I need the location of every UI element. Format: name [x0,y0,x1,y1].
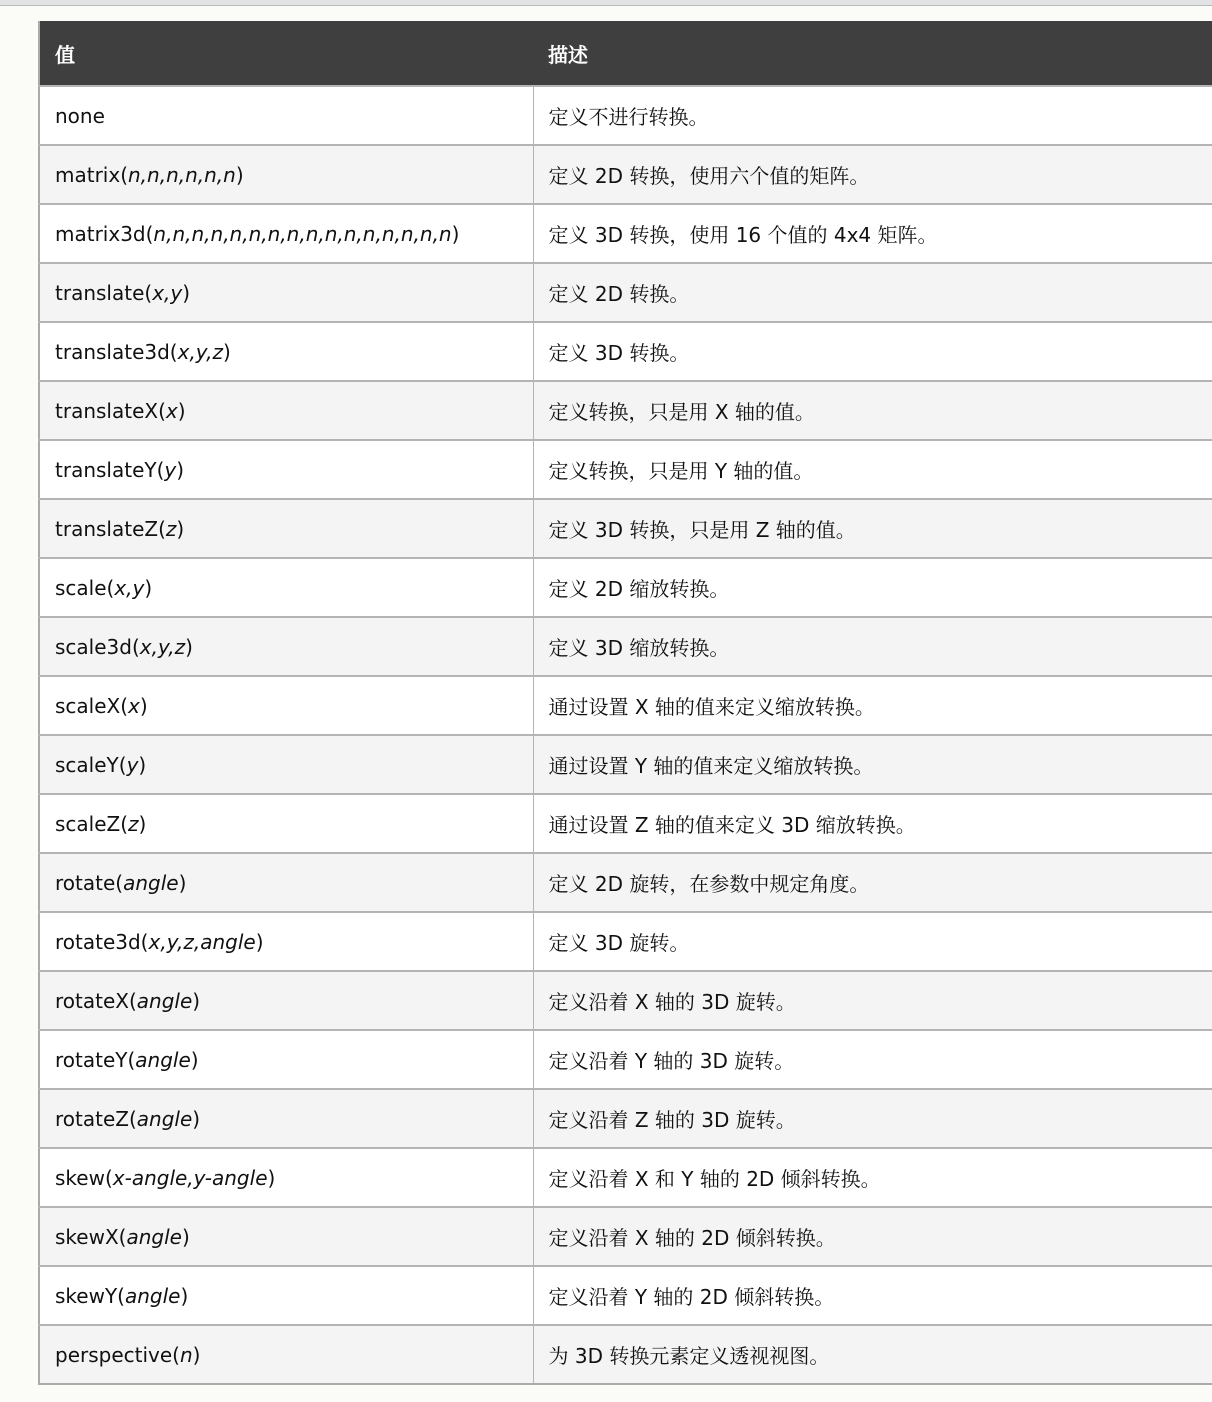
table-row [39,145,1212,204]
function-name: matrix( [55,162,128,187]
value-cell [39,1207,533,1266]
value-cell [39,1325,533,1384]
function-close: ) [182,280,191,305]
description-cell: 通过设置 Y 轴的值来定义缩放转换。 [533,735,1212,794]
value-cell [39,145,533,204]
function-close: ) [176,457,185,482]
function-name: matrix3d( [55,221,154,246]
description-cell: 定义转换，只是用 Y 轴的值。 [533,440,1212,499]
function-close: ) [192,1106,201,1131]
function-name: translateX( [55,398,166,423]
description-cell: 定义 2D 旋转，在参数中规定角度。 [533,853,1212,912]
function-close: ) [192,1342,201,1367]
function-close: ) [192,988,201,1013]
description-cell: 通过设置 X 轴的值来定义缩放转换。 [533,676,1212,735]
function-close: ) [177,398,186,423]
function-close: ) [144,575,153,600]
table-row [39,86,1212,145]
function-args: angle [135,1047,191,1072]
function-args: x,y,z [177,339,223,364]
table-row [39,1089,1212,1148]
value-cell [39,263,533,322]
table-row [39,322,1212,381]
description-cell: 定义沿着 Z 轴的 3D 旋转。 [533,1089,1212,1148]
description-cell: 定义 3D 转换，只是用 Z 轴的值。 [533,499,1212,558]
function-close: ) [180,1283,189,1308]
function-close: ) [255,929,264,954]
table-row [39,912,1212,971]
description-cell: 定义 3D 缩放转换。 [533,617,1212,676]
value-cell [39,735,533,794]
table-row [39,853,1212,912]
value-cell [39,912,533,971]
function-name: rotate( [55,870,124,895]
function-args: angle [124,1283,181,1308]
function-name: translate3d( [55,339,178,364]
value-cell [39,1089,533,1148]
function-args: n,n,n,n,n,n [128,162,236,187]
description-cell: 定义 2D 转换，使用六个值的矩阵。 [533,145,1212,204]
function-name: skewY( [55,1283,125,1308]
description-cell: 定义 3D 转换，使用 16 个值的 4x4 矩阵。 [533,204,1212,263]
table-header-row [39,21,1212,86]
function-args: angle [136,1106,193,1131]
description-cell: 定义 2D 转换。 [533,263,1212,322]
function-name: scaleZ( [55,811,129,836]
function-args: x,y,z,angle [148,929,256,954]
function-name: scaleX( [55,693,129,718]
value-cell [39,676,533,735]
description-cell: 定义 3D 转换。 [533,322,1212,381]
value-cell [39,381,533,440]
function-args: x,y [152,280,183,305]
function-name: scaleY( [55,752,127,777]
table-row [39,204,1212,263]
function-args: y [126,752,139,777]
function-args: x,y [114,575,145,600]
function-close: ) [138,752,147,777]
function-close: ) [178,870,187,895]
function-name: translate( [55,280,153,305]
value-cell [39,971,533,1030]
description-cell: 定义沿着 Y 轴的 2D 倾斜转换。 [533,1266,1212,1325]
function-name: scale( [55,575,115,600]
function-name: rotateY( [55,1047,136,1072]
function-name: rotateZ( [55,1106,137,1131]
table-row [39,263,1212,322]
value-cell [39,204,533,263]
function-close: ) [181,1224,190,1249]
description-cell: 定义 2D 缩放转换。 [533,558,1212,617]
table-row [39,676,1212,735]
table-row [39,558,1212,617]
function-args: x,y,z [139,634,186,659]
value-cell [39,853,533,912]
function-name: skewX( [55,1224,127,1249]
transform-functions-table [38,21,1212,1385]
function-args: x [128,693,140,718]
function-close: ) [176,516,185,541]
function-close: ) [138,811,147,836]
function-args: z [128,811,139,836]
description-cell: 定义不进行转换。 [533,86,1212,145]
function-name: none [55,103,105,128]
function-args: n [179,1342,193,1367]
description-cell: 定义沿着 Y 轴的 3D 旋转。 [533,1030,1212,1089]
value-cell [39,1148,533,1207]
value-cell [39,794,533,853]
function-args: n,n,n,n,n,n,n,n,n,n,n,n,n,n,n,n [153,221,452,246]
function-args: x-angle,y-angle [112,1165,268,1190]
function-args: x [165,398,178,423]
table-row [39,1325,1212,1384]
function-close: ) [451,221,460,246]
function-close: ) [139,693,148,718]
table-row [39,499,1212,558]
table-row [39,440,1212,499]
value-cell [39,86,533,145]
table-row [39,1266,1212,1325]
description-cell: 定义 3D 旋转。 [533,912,1212,971]
value-cell [39,617,533,676]
table-row [39,794,1212,853]
description-cell: 定义沿着 X 轴的 2D 倾斜转换。 [533,1207,1212,1266]
header-value: 值 [39,21,533,86]
function-close: ) [235,162,244,187]
value-cell [39,322,533,381]
value-cell [39,440,533,499]
function-args: angle [126,1224,182,1249]
function-args: angle [123,870,179,895]
description-cell: 定义沿着 X 和 Y 轴的 2D 倾斜转换。 [533,1148,1212,1207]
value-cell [39,499,533,558]
browser-top-edge [0,0,1212,6]
table-row [39,971,1212,1030]
function-close: ) [267,1165,276,1190]
table-row [39,617,1212,676]
table-row [39,1030,1212,1089]
function-args: angle [136,988,193,1013]
description-cell: 定义转换，只是用 X 轴的值。 [533,381,1212,440]
description-cell: 通过设置 Z 轴的值来定义 3D 缩放转换。 [533,794,1212,853]
function-name: rotate3d( [55,929,149,954]
header-description: 描述 [533,21,1212,86]
value-cell [39,1030,533,1089]
function-name: translateZ( [55,516,166,541]
function-close: ) [185,634,193,659]
table-row [39,381,1212,440]
table-row [39,1148,1212,1207]
description-cell: 为 3D 转换元素定义透视视图。 [533,1325,1212,1384]
function-args: y [164,457,177,482]
function-name: translateY( [55,457,165,482]
function-name: scale3d( [55,634,140,659]
function-name: rotateX( [55,988,137,1013]
description-cell: 定义沿着 X 轴的 3D 旋转。 [533,971,1212,1030]
function-name: skew( [55,1165,113,1190]
function-close: ) [222,339,231,364]
table-row [39,1207,1212,1266]
function-close: ) [190,1047,199,1072]
function-args: z [165,516,177,541]
value-cell [39,1266,533,1325]
table-row [39,735,1212,794]
function-name: perspective( [55,1342,180,1367]
value-cell [39,558,533,617]
